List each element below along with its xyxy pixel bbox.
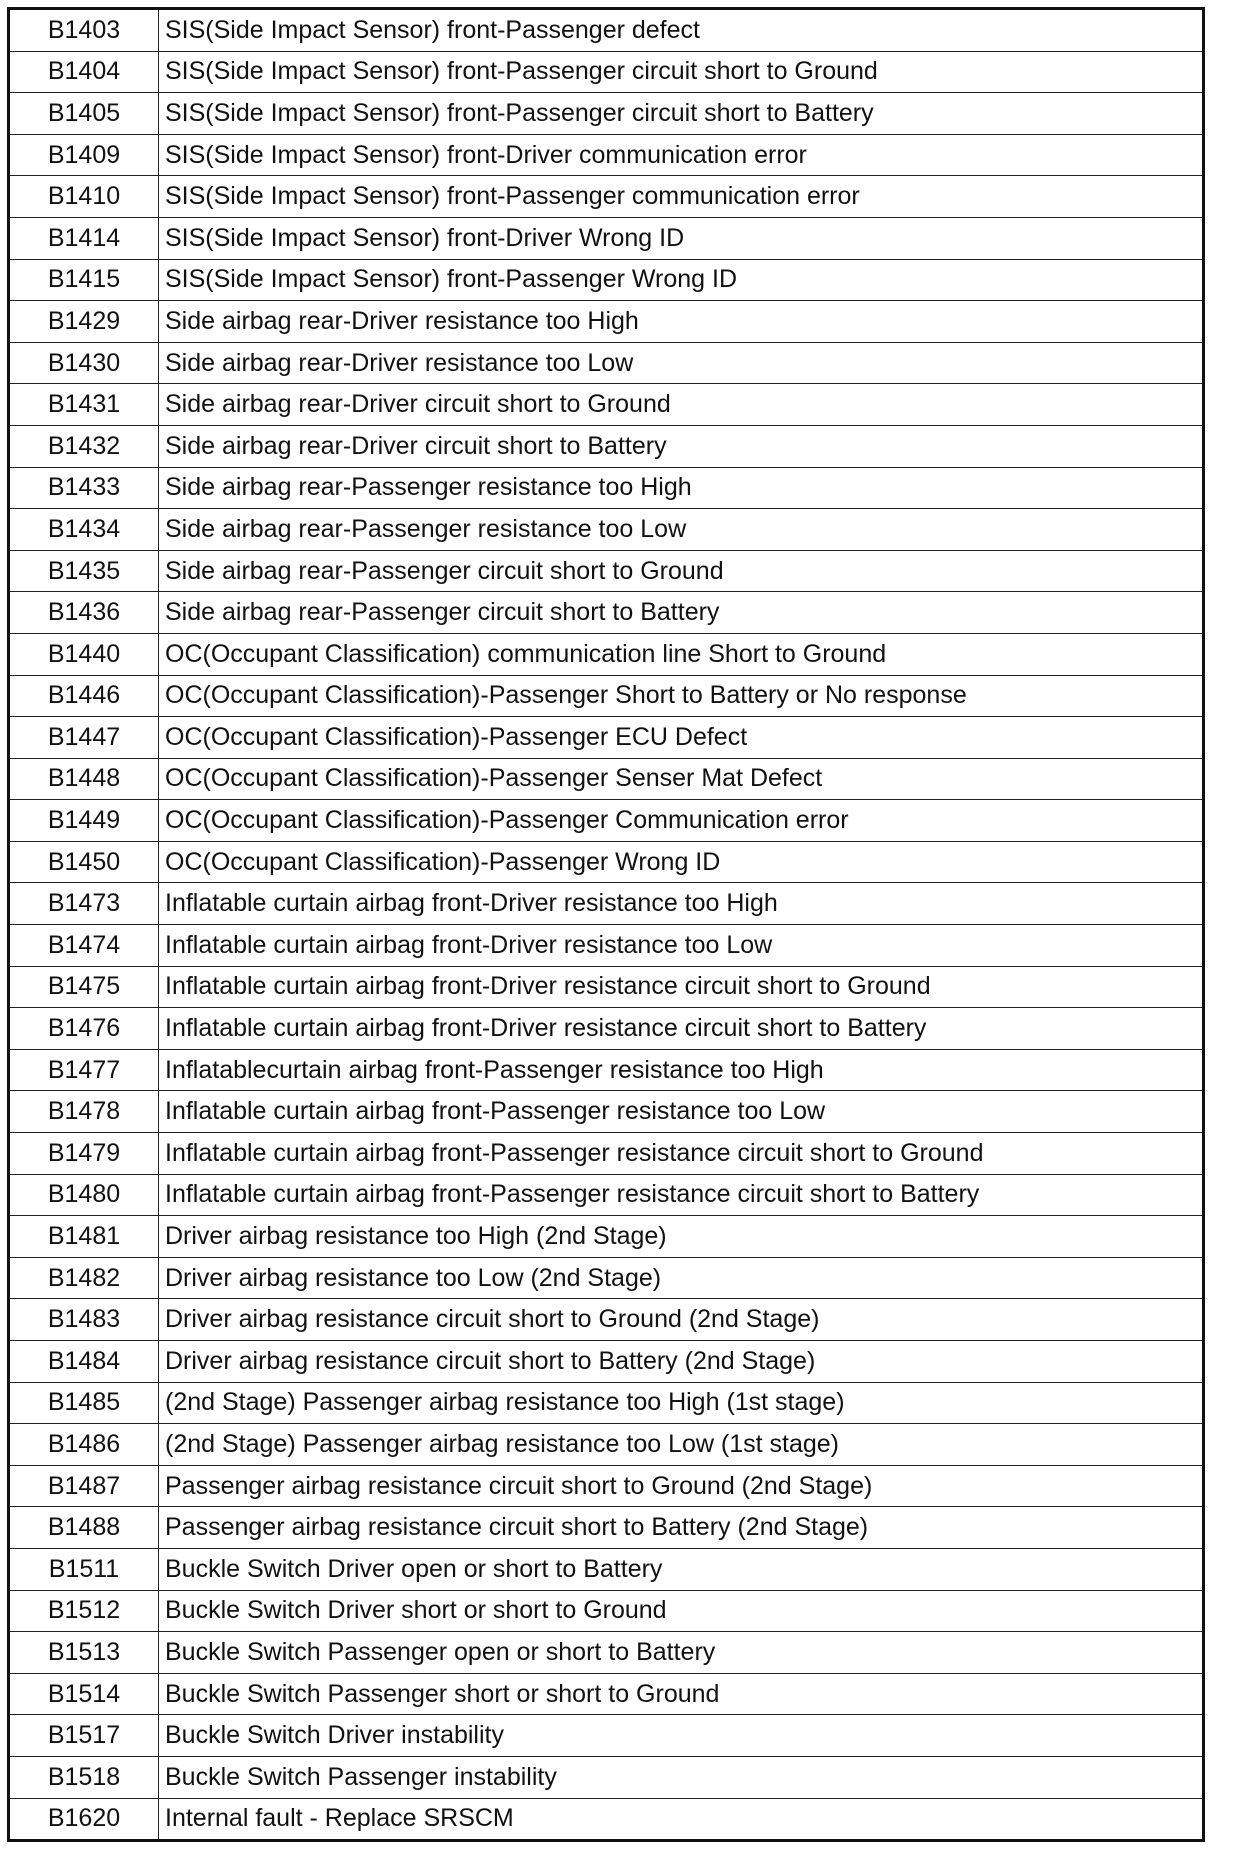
dtc-description: (2nd Stage) Passenger airbag resistance too High (1st stage) <box>159 1382 1204 1424</box>
dtc-code: B1479 <box>9 1133 159 1175</box>
dtc-code: B1430 <box>9 342 159 384</box>
dtc-code: B1440 <box>9 633 159 675</box>
table-row <box>9 1756 1204 1798</box>
table-row <box>9 259 1204 301</box>
dtc-description: Driver airbag resistance too Low (2nd Stage) <box>159 1257 1204 1299</box>
dtc-description: Side airbag rear-Passenger circuit short to Ground <box>159 550 1204 592</box>
table-row <box>9 1049 1204 1091</box>
dtc-code: B1486 <box>9 1424 159 1466</box>
table-row <box>9 1382 1204 1424</box>
dtc-description: OC(Occupant Classification)-Passenger Senser Mat Defect <box>159 758 1204 800</box>
dtc-code: B1435 <box>9 550 159 592</box>
dtc-code: B1478 <box>9 1091 159 1133</box>
table-row <box>9 717 1204 759</box>
table-row <box>9 176 1204 218</box>
dtc-description: SIS(Side Impact Sensor) front-Driver communication error <box>159 134 1204 176</box>
dtc-description: SIS(Side Impact Sensor) front-Passenger communication error <box>159 176 1204 218</box>
table-row <box>9 1216 1204 1258</box>
dtc-description: Inflatable curtain airbag front-Driver resistance too High <box>159 883 1204 925</box>
dtc-code: B1436 <box>9 592 159 634</box>
table-row <box>9 93 1204 135</box>
table-row <box>9 1798 1204 1841</box>
dtc-code: B1410 <box>9 176 159 218</box>
dtc-code: B1620 <box>9 1798 159 1841</box>
table-row <box>9 841 1204 883</box>
dtc-description: OC(Occupant Classification)-Passenger Wrong ID <box>159 841 1204 883</box>
dtc-description: Side airbag rear-Driver resistance too Low <box>159 342 1204 384</box>
dtc-code: B1513 <box>9 1632 159 1674</box>
dtc-description: Side airbag rear-Passenger resistance too Low <box>159 509 1204 551</box>
dtc-code: B1447 <box>9 717 159 759</box>
dtc-description: OC(Occupant Classification) communication line Short to Ground <box>159 633 1204 675</box>
table-row <box>9 1091 1204 1133</box>
dtc-description: Internal fault - Replace SRSCM <box>159 1798 1204 1841</box>
dtc-description: Inflatable curtain airbag front-Passenger resistance too Low <box>159 1091 1204 1133</box>
table-row <box>9 217 1204 259</box>
dtc-code: B1473 <box>9 883 159 925</box>
table-row <box>9 51 1204 93</box>
dtc-description: Inflatable curtain airbag front-Passenger resistance circuit short to Ground <box>159 1133 1204 1175</box>
dtc-description: Buckle Switch Driver instability <box>159 1715 1204 1757</box>
dtc-description: SIS(Side Impact Sensor) front-Passenger circuit short to Ground <box>159 51 1204 93</box>
dtc-description: Driver airbag resistance circuit short to Ground (2nd Stage) <box>159 1299 1204 1341</box>
dtc-code: B1512 <box>9 1590 159 1632</box>
dtc-code: B1449 <box>9 800 159 842</box>
table-row <box>9 425 1204 467</box>
dtc-code: B1480 <box>9 1174 159 1216</box>
dtc-code: B1475 <box>9 966 159 1008</box>
dtc-code: B1403 <box>9 9 159 52</box>
dtc-code: B1518 <box>9 1756 159 1798</box>
table-row <box>9 1673 1204 1715</box>
dtc-description: Side airbag rear-Passenger resistance too High <box>159 467 1204 509</box>
table-row <box>9 592 1204 634</box>
dtc-code: B1431 <box>9 384 159 426</box>
dtc-code: B1450 <box>9 841 159 883</box>
dtc-code: B1434 <box>9 509 159 551</box>
table-row <box>9 550 1204 592</box>
dtc-description: OC(Occupant Classification)-Passenger Communication error <box>159 800 1204 842</box>
table-row <box>9 1548 1204 1590</box>
dtc-description: Side airbag rear-Driver circuit short to Battery <box>159 425 1204 467</box>
dtc-code: B1448 <box>9 758 159 800</box>
dtc-code: B1446 <box>9 675 159 717</box>
table-row <box>9 467 1204 509</box>
table-row <box>9 1341 1204 1383</box>
table-row <box>9 134 1204 176</box>
table-row <box>9 883 1204 925</box>
dtc-description: Inflatable curtain airbag front-Driver resistance circuit short to Ground <box>159 966 1204 1008</box>
table-row <box>9 800 1204 842</box>
dtc-code: B1511 <box>9 1548 159 1590</box>
dtc-description: Passenger airbag resistance circuit short to Ground (2nd Stage) <box>159 1465 1204 1507</box>
dtc-description: Buckle Switch Driver short or short to Ground <box>159 1590 1204 1632</box>
dtc-code: B1414 <box>9 217 159 259</box>
table-row <box>9 1590 1204 1632</box>
dtc-table-body <box>9 9 1204 1841</box>
dtc-code: B1517 <box>9 1715 159 1757</box>
table-row <box>9 9 1204 52</box>
dtc-description: SIS(Side Impact Sensor) front-Passenger defect <box>159 9 1204 52</box>
dtc-code: B1482 <box>9 1257 159 1299</box>
table-row <box>9 1632 1204 1674</box>
dtc-code: B1415 <box>9 259 159 301</box>
table-row <box>9 1465 1204 1507</box>
dtc-description: Inflatable curtain airbag front-Passenger resistance circuit short to Battery <box>159 1174 1204 1216</box>
dtc-code: B1514 <box>9 1673 159 1715</box>
dtc-description: SIS(Side Impact Sensor) front-Passenger Wrong ID <box>159 259 1204 301</box>
table-row <box>9 1257 1204 1299</box>
dtc-description: Side airbag rear-Driver circuit short to Ground <box>159 384 1204 426</box>
dtc-code: B1487 <box>9 1465 159 1507</box>
table-row <box>9 1133 1204 1175</box>
dtc-description: Side airbag rear-Driver resistance too High <box>159 301 1204 343</box>
dtc-code: B1405 <box>9 93 159 135</box>
dtc-description: OC(Occupant Classification)-Passenger ECU Defect <box>159 717 1204 759</box>
dtc-description: SIS(Side Impact Sensor) front-Driver Wrong ID <box>159 217 1204 259</box>
table-row <box>9 342 1204 384</box>
dtc-table <box>7 7 1205 1842</box>
dtc-code: B1484 <box>9 1341 159 1383</box>
table-row <box>9 1174 1204 1216</box>
dtc-description: Buckle Switch Driver open or short to Battery <box>159 1548 1204 1590</box>
table-row <box>9 1008 1204 1050</box>
table-row <box>9 925 1204 967</box>
dtc-description: Buckle Switch Passenger short or short to Ground <box>159 1673 1204 1715</box>
dtc-description: Driver airbag resistance circuit short to Battery (2nd Stage) <box>159 1341 1204 1383</box>
table-row <box>9 1424 1204 1466</box>
dtc-code: B1433 <box>9 467 159 509</box>
table-row <box>9 301 1204 343</box>
dtc-code: B1488 <box>9 1507 159 1549</box>
table-row <box>9 1715 1204 1757</box>
table-row <box>9 1507 1204 1549</box>
table-row <box>9 966 1204 1008</box>
dtc-code: B1432 <box>9 425 159 467</box>
dtc-code: B1409 <box>9 134 159 176</box>
dtc-description: Buckle Switch Passenger open or short to Battery <box>159 1632 1204 1674</box>
dtc-code: B1483 <box>9 1299 159 1341</box>
dtc-code: B1476 <box>9 1008 159 1050</box>
table-row <box>9 633 1204 675</box>
dtc-description: (2nd Stage) Passenger airbag resistance too Low (1st stage) <box>159 1424 1204 1466</box>
dtc-code: B1481 <box>9 1216 159 1258</box>
dtc-code: B1477 <box>9 1049 159 1091</box>
dtc-code: B1429 <box>9 301 159 343</box>
dtc-description: Inflatable curtain airbag front-Driver resistance circuit short to Battery <box>159 1008 1204 1050</box>
dtc-description: Driver airbag resistance too High (2nd Stage) <box>159 1216 1204 1258</box>
dtc-description: OC(Occupant Classification)-Passenger Short to Battery or No response <box>159 675 1204 717</box>
dtc-code: B1404 <box>9 51 159 93</box>
dtc-description: Passenger airbag resistance circuit short to Battery (2nd Stage) <box>159 1507 1204 1549</box>
table-row <box>9 384 1204 426</box>
dtc-description: Inflatable curtain airbag front-Driver resistance too Low <box>159 925 1204 967</box>
dtc-description: Side airbag rear-Passenger circuit short to Battery <box>159 592 1204 634</box>
dtc-code: B1485 <box>9 1382 159 1424</box>
table-row <box>9 509 1204 551</box>
table-row <box>9 758 1204 800</box>
dtc-description: SIS(Side Impact Sensor) front-Passenger circuit short to Battery <box>159 93 1204 135</box>
dtc-description: Inflatablecurtain airbag front-Passenger resistance too High <box>159 1049 1204 1091</box>
dtc-description: Buckle Switch Passenger instability <box>159 1756 1204 1798</box>
table-row <box>9 675 1204 717</box>
dtc-code: B1474 <box>9 925 159 967</box>
table-row <box>9 1299 1204 1341</box>
